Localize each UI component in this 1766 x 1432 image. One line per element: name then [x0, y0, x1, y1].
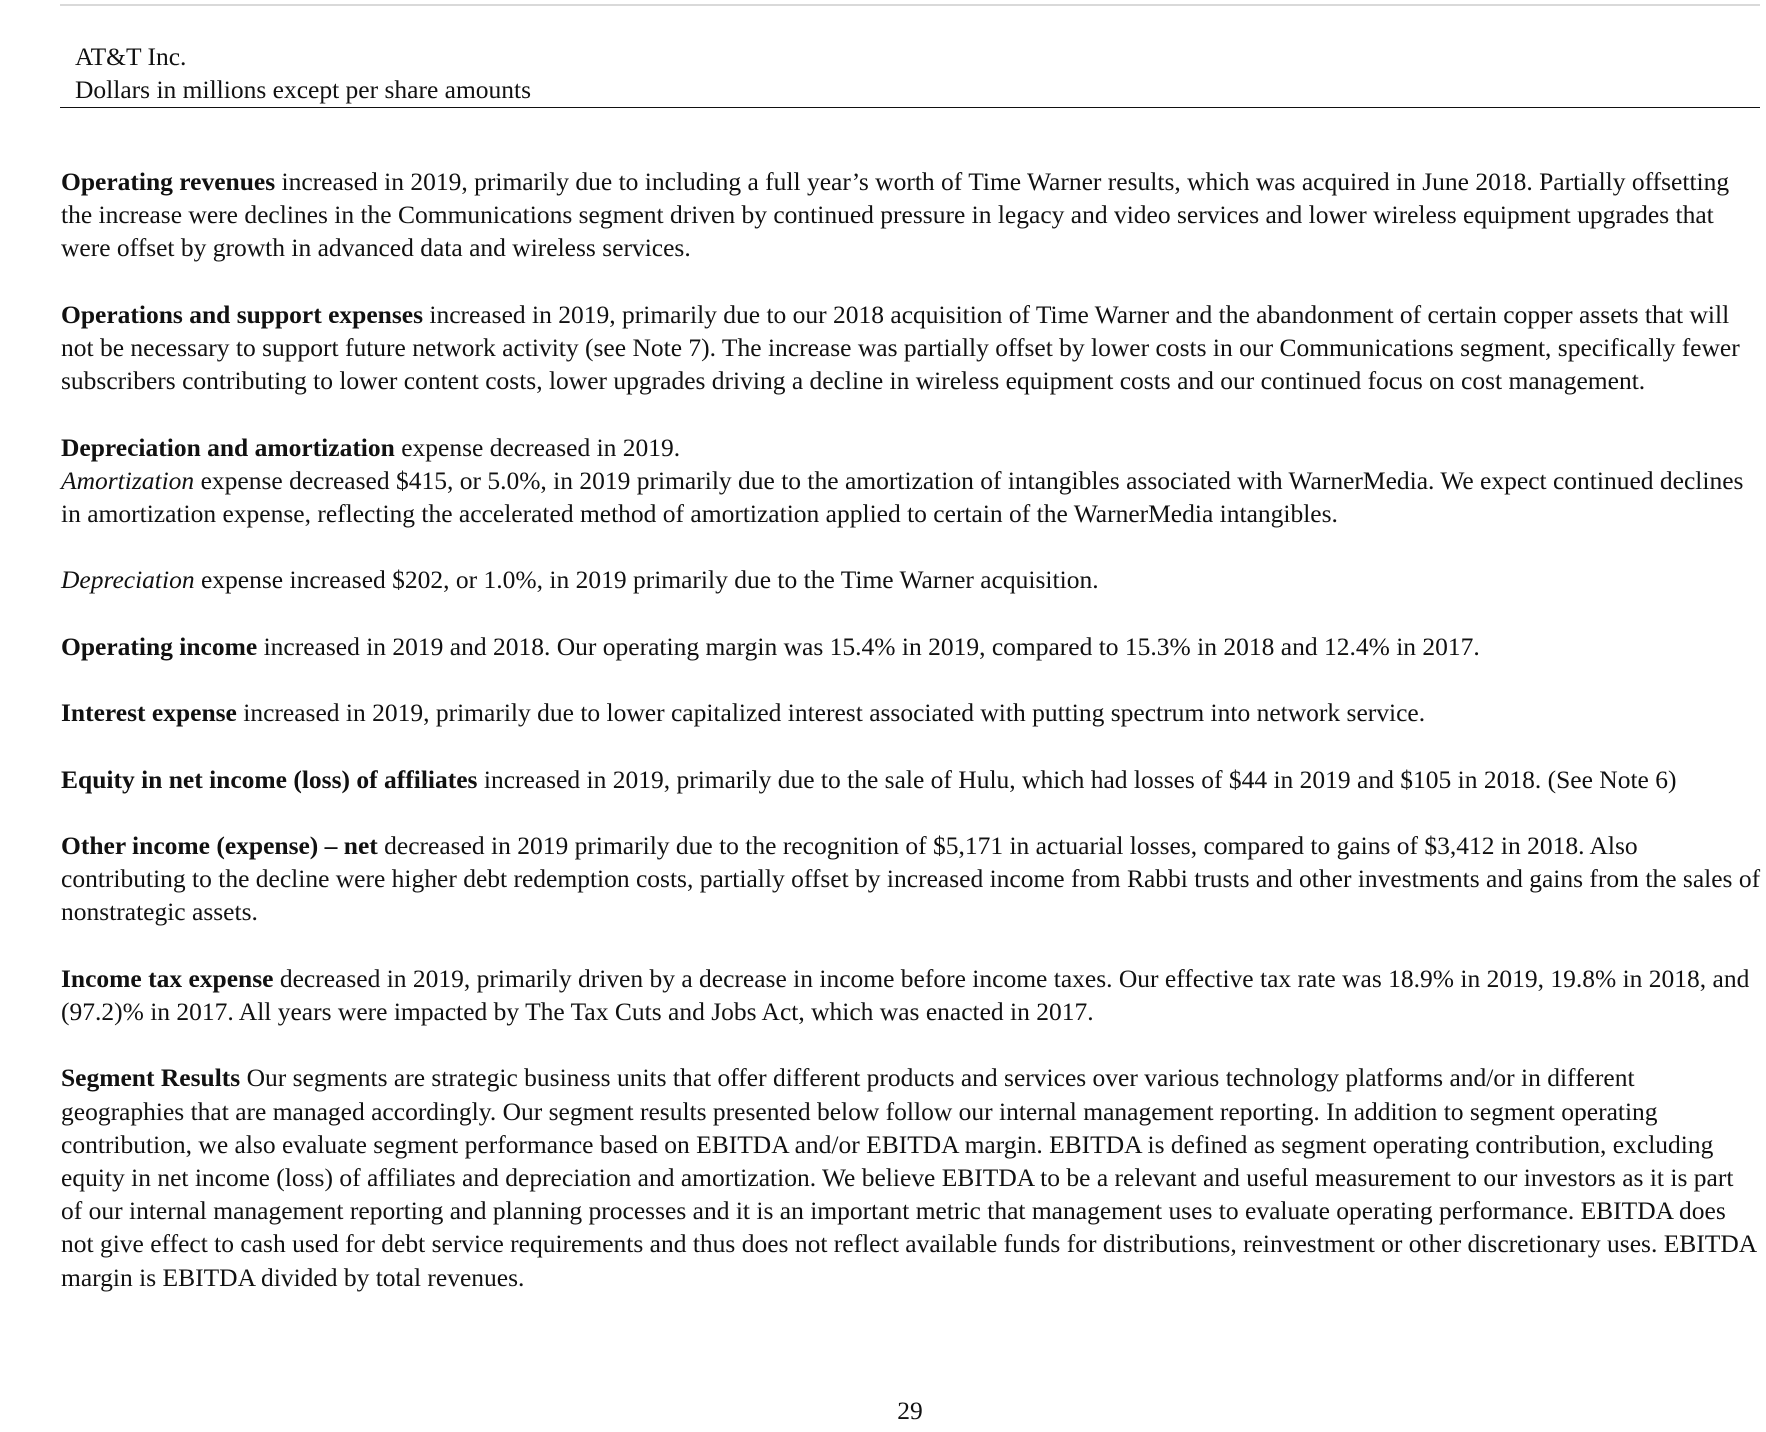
paragraph-text: increased in 2019 and 2018. Our operating margin was 15.4% in 2019, compared to 15.3% in 2018 and 12.4% in 2017.	[257, 631, 1480, 661]
paragraph-equity-affiliates	[61, 763, 1761, 796]
page-header	[60, 40, 1760, 108]
paragraph-lead: Operating income	[61, 631, 258, 661]
paragraph-lead: Income tax expense	[61, 963, 274, 993]
paragraph-operating-income	[61, 630, 1761, 663]
paragraph-income-tax	[61, 962, 1761, 1028]
paragraph-text: expense decreased $415, or 5.0%, in 2019 primarily due to the amortization of intangibles associated with WarnerMedia. We expect continued declines in amortization expense, reflecting the accelerated method of amortization applied to certain of the WarnerMedia intangibles.	[61, 465, 1744, 528]
paragraph-interest-expense	[61, 696, 1761, 729]
paragraph-depreciation	[61, 563, 1761, 596]
paragraph-lead: Operations and support expenses	[61, 299, 424, 329]
paragraph-amortization	[61, 464, 1761, 530]
paragraph-text: increased in 2019, primarily due to our 2018 acquisition of Time Warner and the abandonment of certain copper assets that will not be necessary to support future network activity (see Note 7). The increase was partially offset by lower costs in our Communications segment, specifically fewer subscribers contributing to lower content costs, lower upgrades driving a decline in wireless equipment costs and our continued focus on cost management.	[61, 299, 1740, 396]
company-name: AT&T Inc.	[75, 42, 187, 71]
page-number: 29	[897, 1396, 923, 1425]
paragraph-text: Our segments are strategic business units that offer different products and services over various technology platforms and/or in different geographies that are managed accordingly. Our segment results presented below follow our internal management reporting. In addition to segment operating contribution, we also evaluate segment performance based on EBITDA and/or EBITDA margin. EBITDA is defined as segment operating contribution, excluding equity in net income (loss) of affiliates and depreciation and amortization. We believe EBITDA to be a relevant and useful measurement to our investors as it is part of our internal management reporting and planning processes and it is an important metric that management uses to evaluate operating performance. EBITDA does not give effect to cash used for debt service requirements and thus does not reflect available funds for distributions, reinvestment or other discretionary uses. EBITDA margin is EBITDA divided by total revenues.	[61, 1063, 1756, 1292]
paragraph-lead: Depreciation	[61, 565, 195, 595]
paragraph-text: decreased in 2019 primarily due to the recognition of $5,171 in actuarial losses, compared to gains of $3,412 in 2018. Also contributing to the decline were higher debt redemption costs, partially offset by increased income from Rabbi trusts and other investments and gains from the sales of nonstrategic assets.	[61, 830, 1761, 927]
paragraph-text: increased in 2019, primarily due to the sale of Hulu, which had losses of $44 in 2019 and $105 in 2018. (See Note 6)	[477, 764, 1677, 794]
top-divider	[60, 4, 1760, 6]
paragraph-lead: Amortization	[61, 465, 195, 495]
paragraph-text: increased in 2019, primarily due to including a full year’s worth of Time Warner results, which was acquired in June 2018. Partially offsetting the increase were declines in the Communications segment driven by continued pressure in legacy and video services and lower wireless equipment upgrades that were offset by growth in advanced data and wireless services.	[61, 167, 1730, 263]
paragraph-lead: Equity in net income (loss) of affiliates	[61, 764, 478, 794]
paragraph-text: expense increased $202, or 1.0%, in 2019 primarily due to the Time Warner acquisition.	[194, 565, 1099, 595]
paragraph-lead: Depreciation and amortization	[61, 432, 395, 462]
paragraph-other-income	[61, 829, 1761, 929]
paragraph-lead: Other income (expense) – net	[61, 830, 378, 860]
units-note: Dollars in millions except per share amounts	[75, 75, 532, 104]
paragraph-text: decreased in 2019, primarily driven by a decrease in income before income taxes. Our effective tax rate was 18.9% in 2019, 19.8% in 2018, and (97.2)% in 2017. All years were impacted by The Tax Cuts and Jobs Act, which was enacted in 2017.	[61, 963, 1750, 1026]
paragraph-lead: Operating revenues	[61, 167, 276, 196]
paragraph-depreciation-amortization	[61, 431, 1761, 464]
paragraph-text: expense decreased in 2019.	[394, 432, 681, 462]
paragraph-lead: Interest expense	[61, 698, 237, 728]
paragraph-segment-results	[61, 1061, 1761, 1293]
document-body	[61, 165, 1761, 1294]
paragraph-operations-support-expenses	[61, 298, 1761, 398]
paragraph-lead: Segment Results	[61, 1063, 241, 1093]
paragraph-text: increased in 2019, primarily due to lower capitalized interest associated with putting spectrum into network service.	[236, 698, 1426, 728]
paragraph-operating-revenues	[61, 165, 1761, 265]
